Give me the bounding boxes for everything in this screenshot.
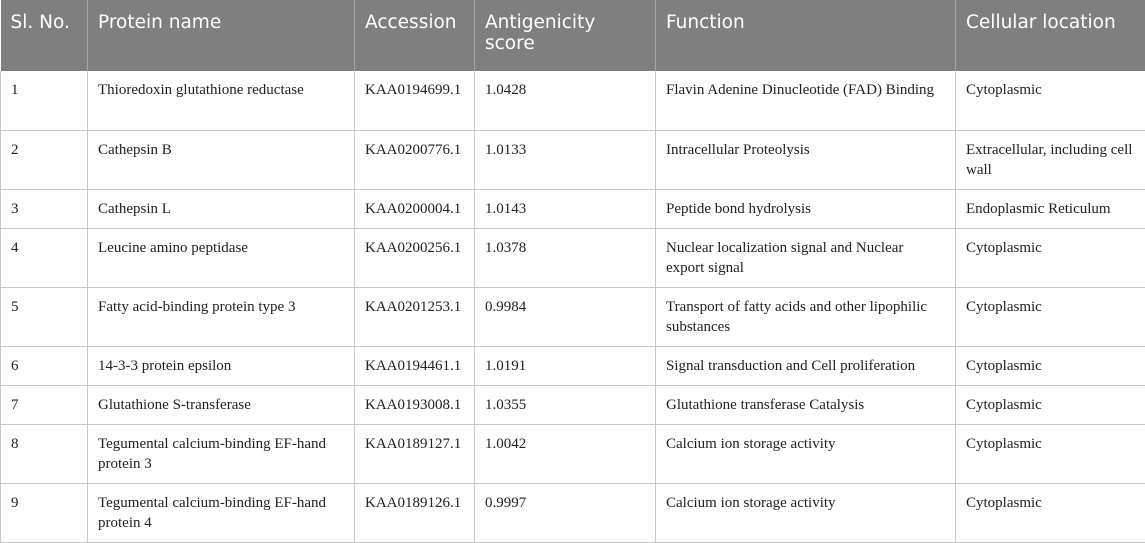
cell-function: Intracellular Proteolysis bbox=[656, 130, 956, 189]
cell-accession: KAA0189126.1 bbox=[355, 483, 475, 542]
cell-protein-name: Tegumental calcium-binding EF-hand protein 3 bbox=[88, 424, 355, 483]
cell-function: Calcium ion storage activity bbox=[656, 424, 956, 483]
cell-cellular-location: Cytoplasmic bbox=[956, 71, 1145, 130]
table-row bbox=[1, 287, 1145, 346]
cell-cellular-location: Endoplasmic Reticulum bbox=[956, 189, 1145, 228]
cell-accession: KAA0200776.1 bbox=[355, 130, 475, 189]
cell-function: Signal transduction and Cell proliferation bbox=[656, 346, 956, 385]
cell-antigenicity-score: 1.0191 bbox=[475, 346, 656, 385]
header-protein-name: Protein name bbox=[88, 0, 355, 71]
cell-antigenicity-score: 0.9984 bbox=[475, 287, 656, 346]
header-row bbox=[1, 0, 1145, 71]
header-antigenicity-score: Antigenicity score bbox=[475, 0, 656, 71]
cell-cellular-location: Cytoplasmic bbox=[956, 228, 1145, 287]
header-sl-no: Sl. No. bbox=[1, 0, 88, 71]
cell-function: Transport of fatty acids and other lipophilic substances bbox=[656, 287, 956, 346]
table-row bbox=[1, 130, 1145, 189]
cell-antigenicity-score: 1.0428 bbox=[475, 71, 656, 130]
table-row bbox=[1, 483, 1145, 542]
cell-function: Flavin Adenine Dinucleotide (FAD) Binding bbox=[656, 71, 956, 130]
cell-antigenicity-score: 1.0355 bbox=[475, 385, 656, 424]
cell-sl-no: 8 bbox=[1, 424, 88, 483]
cell-cellular-location: Cytoplasmic bbox=[956, 483, 1145, 542]
table-row bbox=[1, 189, 1145, 228]
cell-protein-name: Glutathione S-transferase bbox=[88, 385, 355, 424]
cell-accession: KAA0194699.1 bbox=[355, 71, 475, 130]
table-row bbox=[1, 424, 1145, 483]
cell-protein-name: Leucine amino peptidase bbox=[88, 228, 355, 287]
cell-accession: KAA0189127.1 bbox=[355, 424, 475, 483]
cell-protein-name: Cathepsin B bbox=[88, 130, 355, 189]
table-row bbox=[1, 346, 1145, 385]
cell-cellular-location: Cytoplasmic bbox=[956, 346, 1145, 385]
header-cellular-location: Cellular location bbox=[956, 0, 1145, 71]
cell-protein-name: Cathepsin L bbox=[88, 189, 355, 228]
cell-sl-no: 2 bbox=[1, 130, 88, 189]
cell-sl-no: 1 bbox=[1, 71, 88, 130]
cell-antigenicity-score: 0.9997 bbox=[475, 483, 656, 542]
table-row bbox=[1, 228, 1145, 287]
cell-sl-no: 3 bbox=[1, 189, 88, 228]
cell-accession: KAA0200004.1 bbox=[355, 189, 475, 228]
cell-cellular-location: Cytoplasmic bbox=[956, 287, 1145, 346]
table-row bbox=[1, 385, 1145, 424]
cell-cellular-location: Cytoplasmic bbox=[956, 424, 1145, 483]
cell-antigenicity-score: 1.0378 bbox=[475, 228, 656, 287]
cell-sl-no: 7 bbox=[1, 385, 88, 424]
cell-cellular-location: Cytoplasmic bbox=[956, 385, 1145, 424]
cell-accession: KAA0194461.1 bbox=[355, 346, 475, 385]
cell-protein-name: 14-3-3 protein epsilon bbox=[88, 346, 355, 385]
header-accession: Accession bbox=[355, 0, 475, 71]
header-function: Function bbox=[656, 0, 956, 71]
cell-protein-name: Tegumental calcium-binding EF-hand protein 4 bbox=[88, 483, 355, 542]
cell-cellular-location: Extracellular, including cell wall bbox=[956, 130, 1145, 189]
cell-function: Calcium ion storage activity bbox=[656, 483, 956, 542]
cell-protein-name: Fatty acid-binding protein type 3 bbox=[88, 287, 355, 346]
cell-protein-name: Thioredoxin glutathione reductase bbox=[88, 71, 355, 130]
cell-accession: KAA0201253.1 bbox=[355, 287, 475, 346]
cell-sl-no: 4 bbox=[1, 228, 88, 287]
cell-sl-no: 9 bbox=[1, 483, 88, 542]
cell-antigenicity-score: 1.0133 bbox=[475, 130, 656, 189]
cell-sl-no: 5 bbox=[1, 287, 88, 346]
cell-function: Peptide bond hydrolysis bbox=[656, 189, 956, 228]
cell-antigenicity-score: 1.0042 bbox=[475, 424, 656, 483]
table-row bbox=[1, 71, 1145, 130]
cell-function: Glutathione transferase Catalysis bbox=[656, 385, 956, 424]
cell-accession: KAA0193008.1 bbox=[355, 385, 475, 424]
cell-accession: KAA0200256.1 bbox=[355, 228, 475, 287]
cell-antigenicity-score: 1.0143 bbox=[475, 189, 656, 228]
cell-sl-no: 6 bbox=[1, 346, 88, 385]
cell-function: Nuclear localization signal and Nuclear export signal bbox=[656, 228, 956, 287]
